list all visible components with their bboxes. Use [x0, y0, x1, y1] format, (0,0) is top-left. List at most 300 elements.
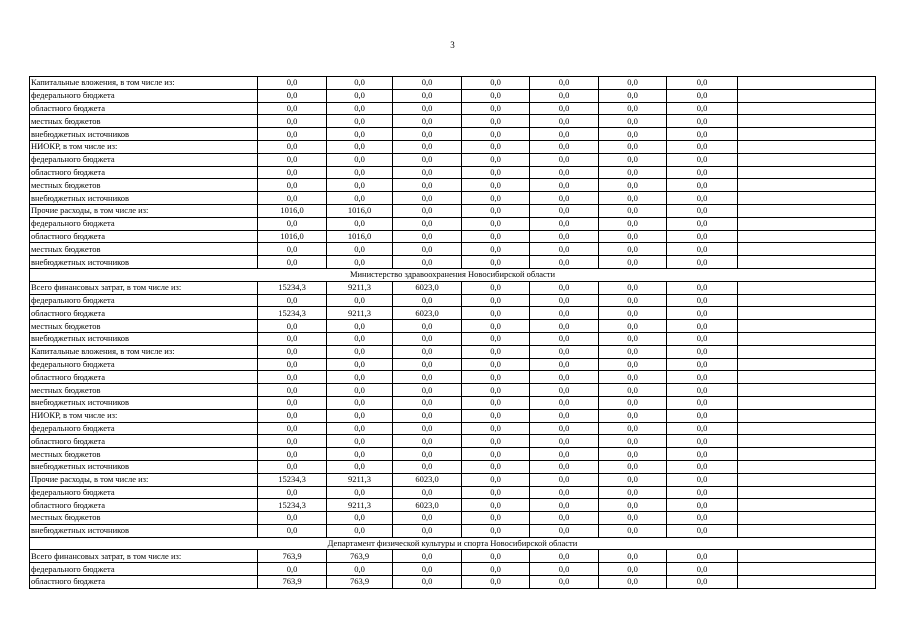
table-row — [30, 140, 876, 153]
row-label: НИОКР, в том числе из: — [30, 140, 258, 153]
value-cell: 0,0 — [327, 320, 393, 333]
table-row — [30, 230, 876, 243]
value-cell: 0,0 — [599, 230, 667, 243]
row-label: Прочие расходы, в том числе из: — [30, 204, 258, 217]
value-cell: 0,0 — [667, 460, 738, 473]
value-cell: 0,0 — [258, 153, 327, 166]
value-cell: 0,0 — [599, 77, 667, 90]
value-cell: 0,0 — [667, 550, 738, 563]
value-cell: 0,0 — [530, 460, 599, 473]
value-cell: 0,0 — [667, 332, 738, 345]
row-label: НИОКР, в том числе из: — [30, 409, 258, 422]
value-cell: 0,0 — [462, 192, 530, 205]
value-cell: 0,0 — [530, 256, 599, 269]
value-cell: 0,0 — [462, 294, 530, 307]
row-label: внебюджетных источников — [30, 524, 258, 537]
note-cell — [738, 102, 876, 115]
value-cell: 0,0 — [393, 217, 462, 230]
value-cell: 0,0 — [462, 499, 530, 512]
row-label: местных бюджетов — [30, 448, 258, 461]
value-cell: 0,0 — [258, 140, 327, 153]
value-cell: 0,0 — [667, 77, 738, 90]
value-cell: 0,0 — [393, 89, 462, 102]
note-cell — [738, 371, 876, 384]
section-title: Департамент физической культуры и спорта Новосибирской области — [30, 537, 876, 550]
value-cell: 0,0 — [462, 256, 530, 269]
value-cell: 0,0 — [599, 486, 667, 499]
value-cell: 0,0 — [393, 358, 462, 371]
value-cell: 0,0 — [393, 512, 462, 525]
value-cell: 0,0 — [258, 179, 327, 192]
row-label: областного бюджета — [30, 166, 258, 179]
value-cell: 0,0 — [258, 345, 327, 358]
row-label: областного бюджета — [30, 230, 258, 243]
value-cell: 763,9 — [258, 550, 327, 563]
value-cell: 0,0 — [530, 396, 599, 409]
value-cell: 0,0 — [530, 294, 599, 307]
value-cell: 0,0 — [530, 204, 599, 217]
table-row — [30, 192, 876, 205]
value-cell: 15234,3 — [258, 473, 327, 486]
value-cell: 0,0 — [530, 281, 599, 294]
value-cell: 0,0 — [667, 435, 738, 448]
value-cell: 15234,3 — [258, 499, 327, 512]
value-cell: 0,0 — [667, 307, 738, 320]
value-cell: 0,0 — [462, 204, 530, 217]
note-cell — [738, 153, 876, 166]
table-row — [30, 358, 876, 371]
value-cell: 0,0 — [393, 153, 462, 166]
value-cell: 0,0 — [393, 448, 462, 461]
value-cell: 0,0 — [530, 358, 599, 371]
value-cell: 0,0 — [599, 358, 667, 371]
value-cell: 0,0 — [393, 102, 462, 115]
row-label: областного бюджета — [30, 371, 258, 384]
value-cell: 0,0 — [530, 166, 599, 179]
table-row — [30, 166, 876, 179]
value-cell: 0,0 — [393, 140, 462, 153]
value-cell: 0,0 — [327, 89, 393, 102]
value-cell: 0,0 — [530, 563, 599, 576]
value-cell: 0,0 — [327, 460, 393, 473]
value-cell: 0,0 — [530, 422, 599, 435]
value-cell: 0,0 — [393, 192, 462, 205]
value-cell: 0,0 — [258, 563, 327, 576]
value-cell: 0,0 — [530, 102, 599, 115]
table-row — [30, 576, 876, 589]
value-cell: 0,0 — [462, 332, 530, 345]
row-label: местных бюджетов — [30, 115, 258, 128]
value-cell: 0,0 — [462, 345, 530, 358]
value-cell: 0,0 — [462, 166, 530, 179]
row-label: федерального бюджета — [30, 358, 258, 371]
value-cell: 0,0 — [530, 576, 599, 589]
table-row — [30, 307, 876, 320]
value-cell: 0,0 — [327, 512, 393, 525]
value-cell: 0,0 — [327, 448, 393, 461]
value-cell: 0,0 — [667, 499, 738, 512]
note-cell — [738, 358, 876, 371]
note-cell — [738, 435, 876, 448]
value-cell: 0,0 — [393, 230, 462, 243]
row-label: местных бюджетов — [30, 320, 258, 333]
note-cell — [738, 563, 876, 576]
value-cell: 0,0 — [462, 473, 530, 486]
value-cell: 0,0 — [599, 332, 667, 345]
value-cell: 0,0 — [393, 128, 462, 141]
value-cell: 0,0 — [599, 563, 667, 576]
value-cell: 0,0 — [393, 320, 462, 333]
value-cell: 0,0 — [667, 345, 738, 358]
value-cell: 0,0 — [393, 460, 462, 473]
note-cell — [738, 230, 876, 243]
table-row — [30, 371, 876, 384]
value-cell: 0,0 — [462, 281, 530, 294]
note-cell — [738, 332, 876, 345]
value-cell: 0,0 — [462, 89, 530, 102]
value-cell: 0,0 — [530, 140, 599, 153]
note-cell — [738, 77, 876, 90]
page-number: 3 — [450, 40, 455, 50]
value-cell: 0,0 — [462, 563, 530, 576]
value-cell: 0,0 — [530, 153, 599, 166]
row-label: Прочие расходы, в том числе из: — [30, 473, 258, 486]
value-cell: 0,0 — [462, 448, 530, 461]
row-label: внебюджетных источников — [30, 332, 258, 345]
value-cell: 0,0 — [667, 102, 738, 115]
value-cell: 0,0 — [327, 358, 393, 371]
row-label: Всего финансовых затрат, в том числе из: — [30, 550, 258, 563]
value-cell: 0,0 — [530, 307, 599, 320]
value-cell: 0,0 — [599, 460, 667, 473]
table-row — [30, 243, 876, 256]
value-cell: 0,0 — [462, 409, 530, 422]
note-cell — [738, 512, 876, 525]
table-row — [30, 448, 876, 461]
table-row — [30, 409, 876, 422]
value-cell: 0,0 — [327, 435, 393, 448]
value-cell: 0,0 — [462, 179, 530, 192]
row-label: Капитальные вложения, в том числе из: — [30, 345, 258, 358]
value-cell: 0,0 — [599, 204, 667, 217]
value-cell: 0,0 — [327, 115, 393, 128]
value-cell: 0,0 — [462, 77, 530, 90]
value-cell: 1016,0 — [327, 204, 393, 217]
row-label: местных бюджетов — [30, 179, 258, 192]
value-cell: 6023,0 — [393, 307, 462, 320]
section-title: Министерство здравоохранения Новосибирской области — [30, 268, 876, 281]
table-row — [30, 563, 876, 576]
value-cell: 0,0 — [462, 435, 530, 448]
value-cell: 0,0 — [667, 422, 738, 435]
row-label: внебюджетных источников — [30, 192, 258, 205]
value-cell: 0,0 — [530, 448, 599, 461]
table-row — [30, 204, 876, 217]
value-cell: 0,0 — [258, 422, 327, 435]
value-cell: 0,0 — [393, 486, 462, 499]
value-cell: 0,0 — [327, 77, 393, 90]
value-cell: 0,0 — [258, 320, 327, 333]
row-label: местных бюджетов — [30, 243, 258, 256]
note-cell — [738, 448, 876, 461]
row-label: федерального бюджета — [30, 563, 258, 576]
value-cell: 0,0 — [530, 409, 599, 422]
note-cell — [738, 396, 876, 409]
table-row — [30, 422, 876, 435]
value-cell: 6023,0 — [393, 499, 462, 512]
value-cell: 0,0 — [667, 179, 738, 192]
value-cell: 0,0 — [393, 115, 462, 128]
row-label: областного бюджета — [30, 435, 258, 448]
note-cell — [738, 473, 876, 486]
value-cell: 0,0 — [327, 396, 393, 409]
value-cell: 0,0 — [393, 204, 462, 217]
value-cell: 0,0 — [462, 115, 530, 128]
value-cell: 0,0 — [393, 345, 462, 358]
value-cell: 0,0 — [599, 435, 667, 448]
value-cell: 0,0 — [599, 102, 667, 115]
table-row — [30, 512, 876, 525]
value-cell: 0,0 — [667, 409, 738, 422]
value-cell: 0,0 — [393, 576, 462, 589]
value-cell: 0,0 — [393, 384, 462, 397]
value-cell: 0,0 — [599, 281, 667, 294]
value-cell: 0,0 — [462, 358, 530, 371]
value-cell: 0,0 — [599, 294, 667, 307]
value-cell: 0,0 — [327, 384, 393, 397]
value-cell: 0,0 — [393, 371, 462, 384]
value-cell: 0,0 — [462, 320, 530, 333]
table-row — [30, 499, 876, 512]
row-label: местных бюджетов — [30, 512, 258, 525]
table-row — [30, 153, 876, 166]
value-cell: 0,0 — [667, 563, 738, 576]
value-cell: 0,0 — [258, 166, 327, 179]
value-cell: 0,0 — [599, 217, 667, 230]
value-cell: 0,0 — [530, 179, 599, 192]
note-cell — [738, 179, 876, 192]
value-cell: 0,0 — [258, 217, 327, 230]
value-cell: 0,0 — [599, 179, 667, 192]
value-cell: 0,0 — [599, 115, 667, 128]
value-cell: 0,0 — [667, 153, 738, 166]
value-cell: 0,0 — [599, 576, 667, 589]
value-cell: 0,0 — [530, 384, 599, 397]
row-label: областного бюджета — [30, 102, 258, 115]
value-cell: 0,0 — [530, 371, 599, 384]
row-label: областного бюджета — [30, 499, 258, 512]
value-cell: 0,0 — [327, 409, 393, 422]
value-cell: 0,0 — [462, 243, 530, 256]
value-cell: 763,9 — [258, 576, 327, 589]
note-cell — [738, 243, 876, 256]
value-cell: 0,0 — [393, 179, 462, 192]
value-cell: 763,9 — [327, 576, 393, 589]
table-row — [30, 396, 876, 409]
value-cell: 0,0 — [462, 512, 530, 525]
row-label: федерального бюджета — [30, 486, 258, 499]
value-cell: 0,0 — [393, 435, 462, 448]
value-cell: 0,0 — [327, 486, 393, 499]
table-row — [30, 486, 876, 499]
value-cell: 0,0 — [258, 89, 327, 102]
value-cell: 0,0 — [530, 77, 599, 90]
value-cell: 0,0 — [258, 448, 327, 461]
row-label: внебюджетных источников — [30, 460, 258, 473]
note-cell — [738, 409, 876, 422]
value-cell: 0,0 — [667, 358, 738, 371]
value-cell: 0,0 — [258, 435, 327, 448]
note-cell — [738, 460, 876, 473]
note-cell — [738, 345, 876, 358]
value-cell: 0,0 — [393, 256, 462, 269]
table-row — [30, 89, 876, 102]
note-cell — [738, 217, 876, 230]
row-label: федерального бюджета — [30, 89, 258, 102]
value-cell: 0,0 — [530, 320, 599, 333]
note-cell — [738, 320, 876, 333]
value-cell: 0,0 — [667, 89, 738, 102]
value-cell: 0,0 — [258, 243, 327, 256]
table-row — [30, 320, 876, 333]
table-row — [30, 473, 876, 486]
table-row — [30, 345, 876, 358]
value-cell: 763,9 — [327, 550, 393, 563]
note-cell — [738, 281, 876, 294]
value-cell: 0,0 — [258, 486, 327, 499]
value-cell: 0,0 — [667, 294, 738, 307]
note-cell — [738, 524, 876, 537]
value-cell: 1016,0 — [327, 230, 393, 243]
section-row — [30, 268, 876, 281]
note-cell — [738, 499, 876, 512]
value-cell: 0,0 — [462, 153, 530, 166]
row-label: федерального бюджета — [30, 294, 258, 307]
value-cell: 0,0 — [462, 371, 530, 384]
value-cell: 0,0 — [667, 204, 738, 217]
value-cell: 0,0 — [258, 332, 327, 345]
value-cell: 0,0 — [667, 473, 738, 486]
value-cell: 0,0 — [667, 256, 738, 269]
row-label: федерального бюджета — [30, 153, 258, 166]
value-cell: 0,0 — [258, 396, 327, 409]
value-cell: 0,0 — [599, 448, 667, 461]
value-cell: 0,0 — [462, 217, 530, 230]
value-cell: 0,0 — [667, 512, 738, 525]
table-row — [30, 77, 876, 90]
value-cell: 9211,3 — [327, 307, 393, 320]
row-label: Всего финансовых затрат, в том числе из: — [30, 281, 258, 294]
value-cell: 0,0 — [599, 140, 667, 153]
value-cell: 0,0 — [667, 396, 738, 409]
value-cell: 0,0 — [530, 345, 599, 358]
note-cell — [738, 192, 876, 205]
value-cell: 6023,0 — [393, 281, 462, 294]
value-cell: 0,0 — [462, 524, 530, 537]
value-cell: 0,0 — [667, 524, 738, 537]
note-cell — [738, 576, 876, 589]
value-cell: 0,0 — [462, 140, 530, 153]
value-cell: 0,0 — [258, 102, 327, 115]
value-cell: 0,0 — [667, 140, 738, 153]
value-cell: 0,0 — [462, 486, 530, 499]
value-cell: 0,0 — [530, 192, 599, 205]
value-cell: 0,0 — [393, 563, 462, 576]
value-cell: 0,0 — [258, 256, 327, 269]
value-cell: 0,0 — [530, 115, 599, 128]
note-cell — [738, 486, 876, 499]
value-cell: 0,0 — [327, 192, 393, 205]
value-cell: 0,0 — [667, 166, 738, 179]
value-cell: 0,0 — [530, 486, 599, 499]
value-cell: 0,0 — [599, 396, 667, 409]
value-cell: 0,0 — [393, 332, 462, 345]
value-cell: 0,0 — [393, 294, 462, 307]
value-cell: 0,0 — [462, 396, 530, 409]
value-cell: 0,0 — [327, 217, 393, 230]
table-row — [30, 550, 876, 563]
value-cell: 0,0 — [258, 77, 327, 90]
value-cell: 0,0 — [530, 435, 599, 448]
note-cell — [738, 256, 876, 269]
note-cell — [738, 550, 876, 563]
row-label: федерального бюджета — [30, 422, 258, 435]
value-cell: 0,0 — [599, 192, 667, 205]
value-cell: 0,0 — [462, 384, 530, 397]
value-cell: 0,0 — [530, 512, 599, 525]
value-cell: 0,0 — [327, 243, 393, 256]
value-cell: 0,0 — [667, 128, 738, 141]
table-row — [30, 435, 876, 448]
row-label: областного бюджета — [30, 576, 258, 589]
note-cell — [738, 89, 876, 102]
table-row — [30, 460, 876, 473]
value-cell: 0,0 — [462, 128, 530, 141]
value-cell: 1016,0 — [258, 230, 327, 243]
value-cell: 0,0 — [667, 448, 738, 461]
value-cell: 0,0 — [599, 320, 667, 333]
value-cell: 9211,3 — [327, 473, 393, 486]
table-row — [30, 281, 876, 294]
value-cell: 0,0 — [327, 524, 393, 537]
table-row — [30, 179, 876, 192]
note-cell — [738, 307, 876, 320]
value-cell: 0,0 — [599, 307, 667, 320]
value-cell: 0,0 — [599, 256, 667, 269]
value-cell: 0,0 — [530, 128, 599, 141]
value-cell: 0,0 — [258, 409, 327, 422]
value-cell: 0,0 — [393, 550, 462, 563]
value-cell: 0,0 — [599, 524, 667, 537]
value-cell: 0,0 — [667, 486, 738, 499]
value-cell: 0,0 — [530, 332, 599, 345]
value-cell: 0,0 — [599, 512, 667, 525]
value-cell: 0,0 — [327, 166, 393, 179]
value-cell: 0,0 — [393, 409, 462, 422]
value-cell: 0,0 — [327, 128, 393, 141]
value-cell: 0,0 — [327, 102, 393, 115]
value-cell: 0,0 — [327, 179, 393, 192]
value-cell: 0,0 — [530, 89, 599, 102]
value-cell: 0,0 — [393, 396, 462, 409]
value-cell: 0,0 — [462, 102, 530, 115]
row-label: внебюджетных источников — [30, 128, 258, 141]
value-cell: 0,0 — [667, 230, 738, 243]
value-cell: 0,0 — [667, 281, 738, 294]
note-cell — [738, 115, 876, 128]
value-cell: 0,0 — [258, 192, 327, 205]
table-row — [30, 115, 876, 128]
